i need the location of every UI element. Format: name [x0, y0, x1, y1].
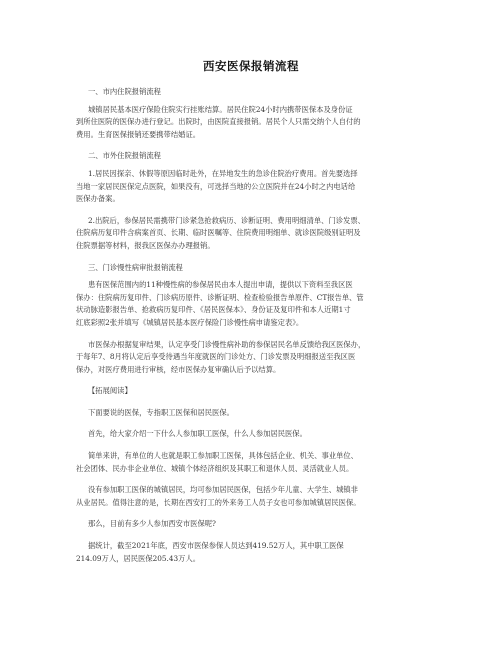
paragraph-line: 红底彩照2张并填写《城镇居民基本医疗保险门诊慢性病申请鉴定表》。 — [76, 317, 304, 327]
paragraph — [76, 540, 432, 565]
paragraph — [76, 215, 432, 253]
paragraph — [76, 518, 432, 531]
paragraph-line: 首先，给大家介绍一下什么人参加职工医保，什么人参加居民医保。 — [88, 429, 307, 439]
document-title: 西安医保报销流程 — [203, 59, 299, 73]
paragraph-line: 保办，对医疗费用进行审核，经市医保办复审确认后予以结算。 — [76, 364, 281, 374]
paragraph — [76, 339, 432, 377]
paragraph-line: 于每年7、8月将认定后享受待遇当年度就医的门诊处方、门诊发票及明细报送至我区医 — [76, 352, 356, 362]
paragraph-line: 患有医保范围内的11种慢性病的参保居民由本人提出申请，提供以下资料至我区医 — [88, 280, 353, 290]
paragraph-line: 医保办备案。 — [76, 194, 120, 204]
paragraph-line: 到所住医院的医保办进行登记。出院时，由医院直接报销。居民个人只需交纳个人自付的 — [76, 117, 361, 127]
paragraph-line: 那么，目前有多少人参加西安市医保呢? — [88, 519, 216, 529]
paragraph-line: 2.出院后，参保居民需携带门诊紧急抢救病历、诊断证明、费用明细清单、门诊发票、 — [88, 215, 365, 225]
paragraph — [76, 168, 432, 206]
paragraph-line: 住院病历复印件含病案首页、长期、临时医嘱等、住院费用明细单、就诊医院级别证明及 — [76, 228, 361, 238]
paragraph-line: 状动脉造影报告单、抢救病历复印件、《居民医保本》、身份证及复印件和本人近期1寸 — [76, 305, 351, 315]
paragraph — [76, 279, 432, 329]
paragraph-line: 没有参加职工医保的城镇居民，均可参加居民医保，包括少年儿童、大学生、城镇非 — [88, 485, 358, 495]
paragraph-line: 当地一家居民医保定点医院，如果没有，可选择当地的公立医院并在24小时之内电话给 — [76, 181, 356, 191]
paragraph-line: 费用。生育医保报销还要携带结婚证。 — [76, 129, 201, 139]
document-body — [76, 86, 432, 570]
paragraph-line: 下面要说的医保，专指职工医保和居民医保。 — [88, 407, 234, 417]
paragraph-line: 1.居民因探亲、休假等原因临时赴外，在异地发生的急诊住院治疗费用。首先要选择 — [88, 168, 358, 178]
paragraph — [76, 484, 432, 509]
paragraph-line: 住院票据等材料，报我区医保办办理报销。 — [76, 240, 215, 250]
paragraph — [76, 407, 432, 420]
section-heading-2: 二、市外住院报销流程 — [88, 151, 161, 161]
paragraph — [76, 450, 432, 475]
paragraph-line: 社会团体、民办非企业单位、城镇个体经济组织及其职工和退休人员、灵活就业人员。 — [76, 463, 354, 473]
paragraph-line: 从业居民。值得注意的是，长期在西安打工的外来务工人员子女也可参加城镇居民医保。 — [76, 497, 361, 507]
section-heading-1: 一、市内住院报销流程 — [88, 87, 161, 96]
paragraph — [76, 104, 432, 142]
paragraph-line: 214.09万人，居民医保205.43万人。 — [76, 553, 201, 563]
paragraph-line: 市医保办根据复审结果，认定享受门诊慢性病补助的参保居民名单反馈给我区医保办， — [88, 339, 366, 349]
paragraph-line: 据统计，截至2021年底，西安市医保参保人员达到419.52万人，其中职工医保 — [88, 541, 344, 551]
section-heading-3: 三、门诊慢性病审批报销流程 — [88, 262, 183, 272]
paragraph — [76, 428, 432, 441]
paragraph-line: 简单来讲，有单位的人也就是职工参加职工医保，具体包括企业、机关、事业单位、 — [88, 451, 358, 461]
paragraph-line: 保办：住院病历复印件、门诊病历原件、诊断证明、检查检验报告单原件、CT报告单、管 — [76, 292, 364, 302]
extended-reading-heading: 【拓展阅读】 — [88, 386, 132, 396]
paragraph-line: 城镇居民基本医疗保险住院实行挂账结算。居民住院24小时内携带医保本及身份证 — [88, 104, 353, 114]
